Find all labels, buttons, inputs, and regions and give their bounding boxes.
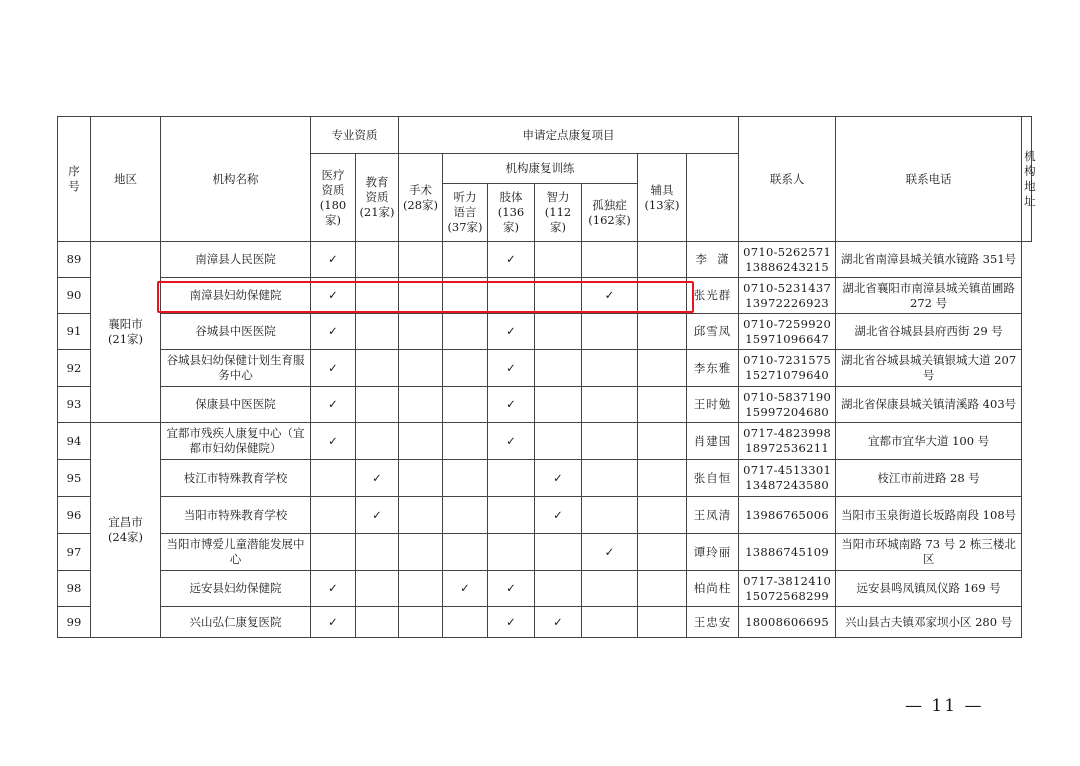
row-address: 远安县鸣凤镇凤仪路 169 号 [836,571,1022,607]
row-contact: 李东雅 [687,350,739,387]
check-mark: ✓ [535,607,582,638]
row-phone: 0717-4513301 13487243580 [739,460,836,497]
table-row [58,278,1032,314]
row-seq: 91 [58,314,91,350]
row-seq: 97 [58,534,91,571]
check-mark: ✓ [311,242,356,278]
check-mark: ✓ [311,571,356,607]
row-contact: 王时勉 [687,387,739,423]
header-address: 机构地址 [1022,117,1032,242]
check-mark: ✓ [488,607,535,638]
row-org-name: 谷城县中医医院 [161,314,311,350]
row-seq: 95 [58,460,91,497]
row-org-name: 南漳县人民医院 [161,242,311,278]
row-contact: 邱雪凤 [687,314,739,350]
check-mark: ✓ [443,571,488,607]
check-mark: ✓ [311,387,356,423]
check-mark: ✓ [488,314,535,350]
row-phone: 0710-5837190 15997204680 [739,387,836,423]
check-mark: ✓ [356,460,399,497]
table-row [58,242,1032,278]
check-mark: ✓ [356,497,399,534]
header-project-group: 申请定点康复项目 [399,117,739,154]
header-medical: 医疗 资质 (180家) [311,154,356,242]
table-row [58,571,1032,607]
table-row [58,314,1032,350]
table-row [58,350,1032,387]
row-address: 湖北省保康县城关镇清溪路 403号 [836,387,1022,423]
header-intellect: 智力 (112家) [535,184,582,242]
row-phone: 0710-7259920 15971096647 [739,314,836,350]
header-contact: 联系人 [739,117,836,242]
table-row [58,607,1032,638]
row-address: 湖北省谷城县县府西街 29 号 [836,314,1022,350]
check-mark: ✓ [311,278,356,314]
check-mark: ✓ [488,350,535,387]
row-org-name: 当阳市博爱儿童潜能发展中心 [161,534,311,571]
check-mark: ✓ [488,387,535,423]
row-org-name: 枝江市特殊教育学校 [161,460,311,497]
row-contact: 柏尚柱 [687,571,739,607]
check-mark: ✓ [582,534,638,571]
row-org-name: 当阳市特殊教育学校 [161,497,311,534]
row-seq: 90 [58,278,91,314]
row-phone: 18008606695 [739,607,836,638]
header-education: 教育 资质 (21家) [356,154,399,242]
row-org-name: 兴山弘仁康复医院 [161,607,311,638]
check-mark: ✓ [535,497,582,534]
region-xiangyang: 襄阳市 (21家) [91,242,161,423]
check-mark: ✓ [535,460,582,497]
row-address: 湖北省南漳县城关镇水镜路 351号 [836,242,1022,278]
row-contact: 谭玲丽 [687,534,739,571]
table-row [58,423,1032,460]
row-phone: 0710-5231437 13972226923 [739,278,836,314]
row-phone: 0717-3812410 15072568299 [739,571,836,607]
row-contact: 肖建国 [687,423,739,460]
rehab-institution-table [57,116,1036,638]
header-region: 地区 [91,117,161,242]
row-contact: 张光群 [687,278,739,314]
row-seq: 96 [58,497,91,534]
row-seq: 89 [58,242,91,278]
check-mark: ✓ [311,423,356,460]
row-seq: 92 [58,350,91,387]
check-mark: ✓ [311,314,356,350]
row-org-name: 南漳县妇幼保健院 [161,278,311,314]
row-contact: 李 潇 [687,242,739,278]
header-hearing: 听力 语言 (37家) [443,184,488,242]
check-mark: ✓ [311,607,356,638]
row-address: 枝江市前进路 28 号 [836,460,1022,497]
row-phone: 0717-4823998 18972536211 [739,423,836,460]
check-mark: ✓ [582,278,638,314]
table-row [58,387,1032,423]
check-mark: ✓ [311,350,356,387]
row-org-name: 远安县妇幼保健院 [161,571,311,607]
header-assist: 辅具 (13家) [638,154,687,242]
row-address: 宜都市宜华大道 100 号 [836,423,1022,460]
row-address: 湖北省襄阳市南漳县城关镇苗圃路 272 号 [836,278,1022,314]
header-limb: 肢体 (136家) [488,184,535,242]
table-row [58,534,1032,571]
row-phone: 0710-5262571 13886243215 [739,242,836,278]
row-org-name: 宜都市残疾人康复中心（宜都市妇幼保健院） [161,423,311,460]
row-address: 当阳市环城南路 73 号 2 栋三楼北区 [836,534,1022,571]
row-phone: 13986765006 [739,497,836,534]
row-contact: 王忠安 [687,607,739,638]
row-phone: 0710-7231575 15271079640 [739,350,836,387]
header-surgery: 手术 (28家) [399,154,443,242]
row-seq: 99 [58,607,91,638]
row-address: 当阳市玉泉街道长坂路南段 108号 [836,497,1022,534]
row-phone: 13886745109 [739,534,836,571]
check-mark: ✓ [488,571,535,607]
header-qualification-group: 专业资质 [311,117,399,154]
row-contact: 王凤清 [687,497,739,534]
row-address: 湖北省谷城县城关镇银城大道 207 号 [836,350,1022,387]
header-phone: 联系电话 [836,117,1022,242]
table-row [58,497,1032,534]
row-seq: 93 [58,387,91,423]
row-contact: 张自恒 [687,460,739,497]
header-seq: 序 号 [58,117,91,242]
header-org-name: 机构名称 [161,117,311,242]
row-org-name: 保康县中医医院 [161,387,311,423]
row-org-name: 谷城县妇幼保健计划生育服务中心 [161,350,311,387]
page-number: — 11 — [905,696,984,716]
header-autism: 孤独症 (162家) [582,184,638,242]
row-seq: 94 [58,423,91,460]
check-mark: ✓ [488,242,535,278]
check-mark: ✓ [488,423,535,460]
row-seq: 98 [58,571,91,607]
table-row [58,460,1032,497]
row-address: 兴山县古夫镇邓家坝小区 280 号 [836,607,1022,638]
header-training-group: 机构康复训练 [443,154,638,184]
region-yichang: 宜昌市 (24家) [91,423,161,638]
